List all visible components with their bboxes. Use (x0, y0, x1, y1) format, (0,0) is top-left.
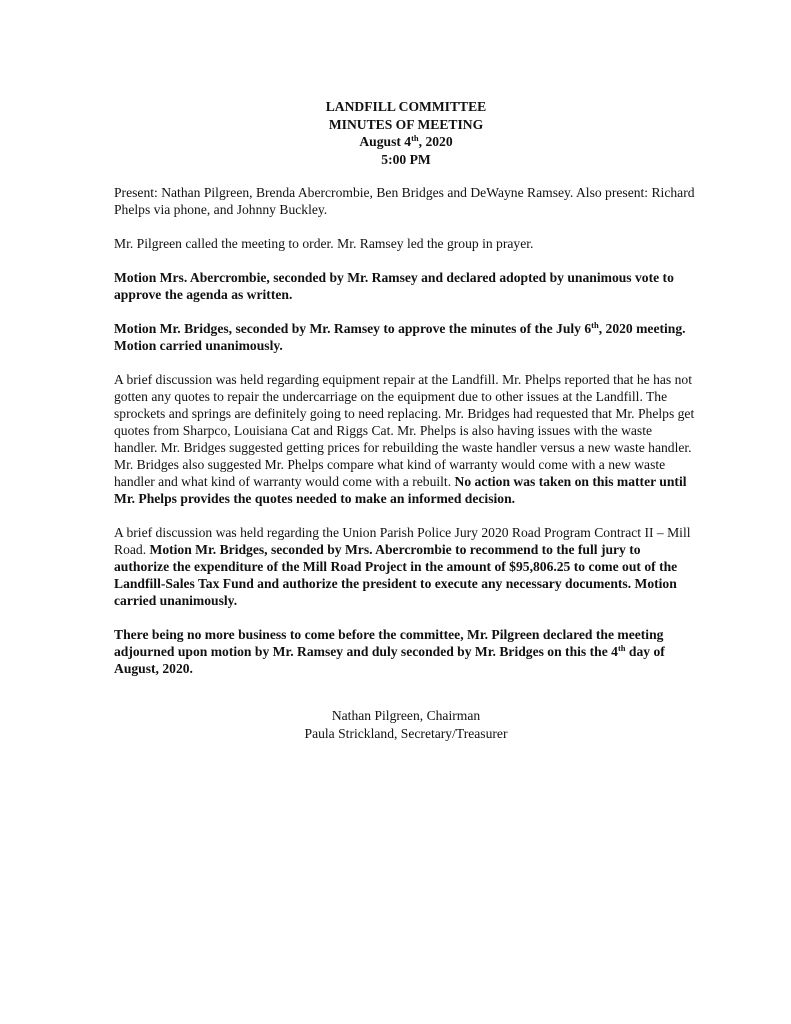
meeting-time: 5:00 PM (381, 151, 431, 167)
road-program-motion: Motion Mr. Bridges, seconded by Mrs. Abercrombie to recommend to the full jury to authorize the expenditure of the Mill Road Project in the amount of $95,806.25 to come out of the Landfill-Sales Tax Fund and authorize the president to execute any necessary documents. Motion carried unanimously. (114, 542, 678, 608)
motion-minutes-text-end: , 2020 meeting. Motion carried unanimously. (114, 321, 686, 353)
adjournment-paragraph (114, 626, 698, 677)
equipment-paragraph (114, 371, 698, 507)
adjournment-text-end: day of August, 2020. (114, 644, 665, 676)
meeting-date-month: August 4 (359, 134, 412, 149)
signature-block (114, 707, 698, 742)
motion-minutes-paragraph (114, 320, 698, 354)
meeting-date-year: , 2020 (418, 134, 453, 149)
meeting-date (114, 133, 698, 151)
attendance-paragraph: Present: Nathan Pilgreen, Brenda Abercrombie, Ben Bridges and DeWayne Ramsey. Also present: Richard Phelps via phone, and Johnny Buckley. (114, 185, 695, 217)
chairman-signature: Nathan Pilgreen, Chairman (331, 708, 481, 723)
call-to-order-paragraph: Mr. Pilgreen called the meeting to order. Mr. Ramsey led the group in prayer. (114, 236, 534, 251)
adjournment-suffix: th (617, 643, 626, 653)
equipment-discussion: A brief discussion was held regarding equipment repair at the Landfill. Mr. Phelps reported that he has not gotten any quotes to repair the undercarriage on the equipment due to other issues at the Landfill. The sprockets and springs are definitely going to need replacing. Mr. Bridges had requested that Mr. Phelps get quotes from Sharpco, Louisiana Cat and Riggs Cat. Mr. Phelps is also having issues with the waste handler. Mr. Bridges suggested getting prices for rebuilding the waste handler versus a new waste handler. Mr. Bridges also suggested Mr. Phelps compare what kind of warranty would come with a new waste handler and what kind of warranty would come with a rebuilt. (114, 372, 695, 489)
motion-agenda-paragraph: Motion Mrs. Abercrombie, seconded by Mr. Ramsey and declared adopted by unanimous vote to approve the agenda as written. (114, 270, 674, 302)
minutes-document (114, 98, 698, 742)
secretary-signature: Paula Strickland, Secretary/Treasurer (304, 725, 508, 741)
adjournment-text: There being no more business to come before the committee, Mr. Pilgreen declared the meeting adjourned upon motion by Mr. Ramsey and duly seconded by Mr. Bridges on this the 4 (114, 627, 664, 659)
equipment-action: No action was taken on this matter until Mr. Phelps provides the quotes needed to make an informed decision. (114, 474, 687, 506)
motion-minutes-text: Motion Mr. Bridges, seconded by Mr. Ramsey to approve the minutes of the July 6 (114, 321, 592, 336)
meeting-date-suffix: th (411, 133, 419, 143)
document-type: MINUTES OF MEETING (328, 116, 484, 132)
road-program-paragraph (114, 524, 698, 609)
motion-minutes-suffix: th (591, 320, 599, 330)
road-program-discussion: A brief discussion was held regarding the Union Parish Police Jury 2020 Road Program Contract II – Mill Road. (114, 525, 691, 557)
committee-name: LANDFILL COMMITTEE (325, 99, 487, 114)
document-header (114, 98, 698, 168)
